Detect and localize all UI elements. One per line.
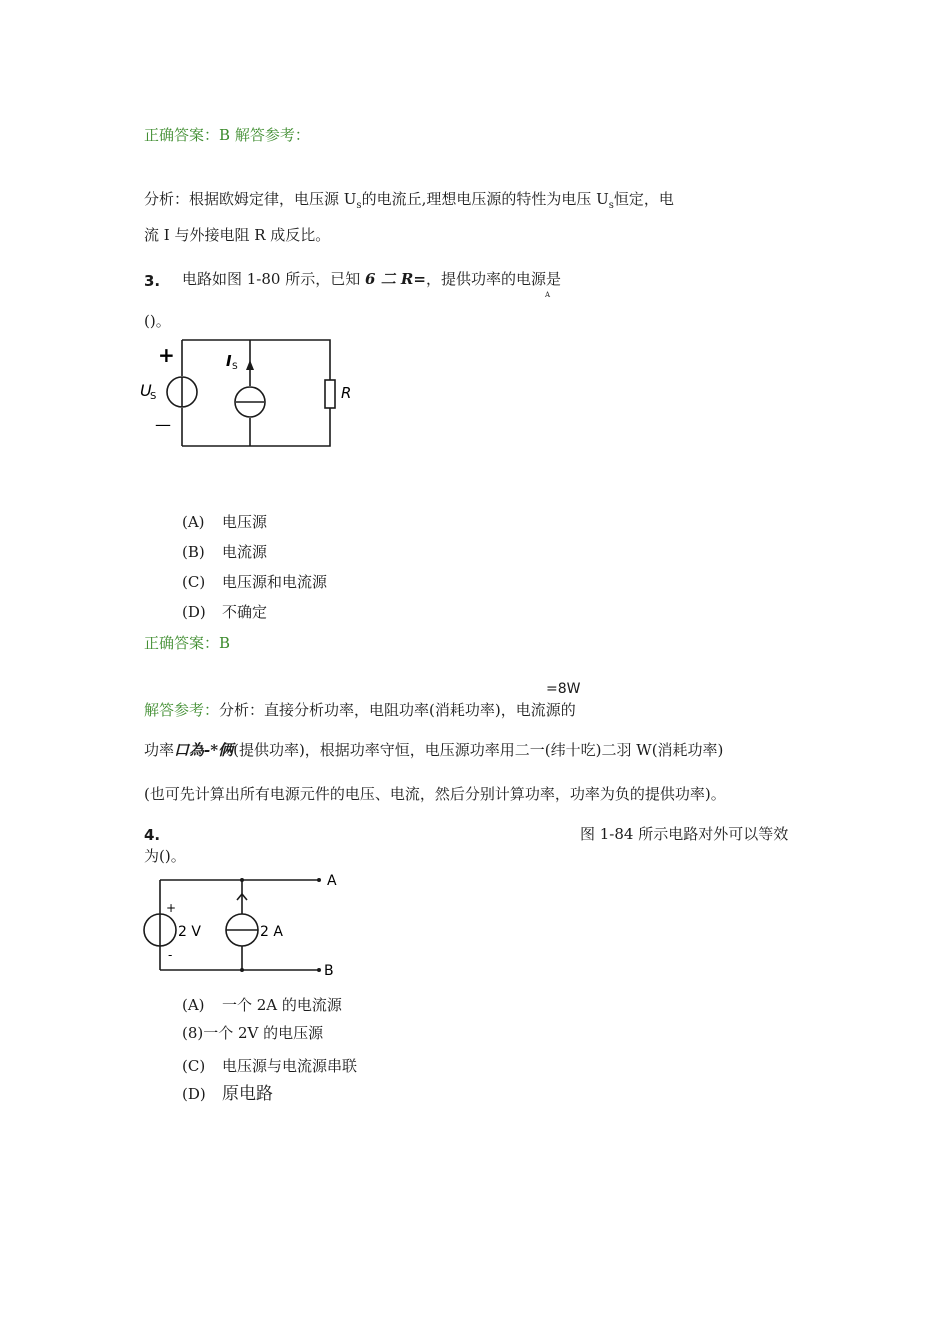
q4-option-a[interactable] [182,996,342,1014]
q3-current-arrow [246,360,254,370]
q3-answer-value: B [219,634,231,652]
q3-number: 3. [144,272,161,290]
q4-option-c[interactable] [182,1057,357,1075]
q3-option-b-text: 电流源 [222,543,268,561]
q2-answer-line [144,126,310,144]
q4-option-c-key: (C) [182,1057,206,1075]
q4-stem-right: 图 1-84 所示电路对外可以等效 [580,825,789,843]
q4-fig-b-label: B [324,963,334,979]
q3-answer-line [144,634,230,652]
q3-resistor [325,380,335,408]
q3-option-b-key: (B) [182,543,205,561]
q3-fig-us-label: U [140,381,152,400]
q4-fig-minus: - [168,948,173,962]
q4-option-a-text: 一个 2A 的电流源 [222,996,342,1014]
q3-option-d-text: 不确定 [222,603,268,621]
q3-ref-line2 [144,741,723,759]
q2-answer-label: 正确答案： [144,126,220,144]
q4-circuit-figure [138,870,350,980]
q4-number: 4. [144,826,161,844]
q2-ref-label: 解答参考： [234,126,310,144]
q3-option-c[interactable] [182,573,327,591]
q3-stem-line2: ()。 [144,312,171,330]
q4-option-d[interactable] [182,1084,273,1104]
q3-ref-text2-italic: 口為-*俩 [174,741,234,759]
q2-analysis-sub1: s [356,200,362,211]
q3-option-c-text: 电压源和电流源 [222,573,328,591]
q3-fig-is-label: I [226,352,232,370]
q2-analysis-text-a: 分析：根据欧姆定律，电压源 U [144,190,357,208]
q3-ref-label: 解答参考： [144,701,220,719]
q4-option-b[interactable] [182,1024,323,1042]
q3-option-c-key: (C) [182,573,206,591]
q3-stem-tiny-mark: A [545,291,551,299]
q3-fig-is-sub: S [232,362,238,372]
q4-terminal-a [317,878,321,882]
q3-ref-text2a: 功率 [144,741,175,759]
q3-option-a-text: 电压源 [222,513,268,531]
q3-stem-italic: 6 二 R= [365,270,426,288]
q3-fig-plus: + [158,343,175,367]
q4-node-top [240,878,244,882]
q4-terminal-b [317,968,321,972]
q2-analysis-line2: 流 I 与外接电阻 R 成反比。 [144,226,331,244]
q2-analysis-text-b: 的电流丘,理想电压源的特性为电压 U [361,190,609,208]
q3-stem-text-b: ，提供功率的电源是 [425,270,561,288]
q3-fig-r-label: R [341,384,352,402]
q3-ref-line1 [144,701,576,719]
q3-stem-text-a: 电路如图 1-80 所示，已知 [182,270,361,288]
q4-option-b-text: 一个 2V 的电压源 [203,1024,324,1042]
q3-option-a[interactable] [182,513,267,531]
q3-ref-line3: (也可先计算出所有电源元件的电压、电流，然后分别计算功率，功率为负的提供功率)。 [144,785,726,803]
q4-fig-plus: + [166,901,177,915]
q4-fig-a-label: A [327,873,337,889]
q4-stem-line2: 为()。 [144,847,186,865]
q4-option-a-key: (A) [182,996,205,1014]
q3-ref-text2b: (提供功率)，根据功率守恒，电压源功率用二一(纬十吃)二羽 W(消耗功率) [233,741,724,759]
q3-answer-label: 正确答案： [144,634,220,652]
q3-circuit-figure [138,336,358,452]
q3-option-d-key: (D) [182,603,206,621]
q2-analysis-text-c: 恒定，电 [613,190,674,208]
q3-power-note: =8W [546,681,581,697]
q3-wire-bottom [182,408,330,446]
q3-option-d[interactable] [182,603,267,621]
q4-node-bottom [240,968,244,972]
q3-fig-minus: — [155,415,171,434]
q4-option-b-key: (8) [182,1024,204,1042]
q4-option-d-key: (D) [182,1085,206,1103]
q2-analysis-line1 [144,190,674,212]
q4-fig-i-label: 2 A [260,924,283,940]
q3-wire-top [182,340,330,380]
q4-option-d-text: 原电路 [222,1084,273,1104]
q4-option-c-text: 电压源与电流源串联 [222,1057,358,1075]
q2-answer-value: B [219,126,231,144]
q3-option-a-key: (A) [182,513,205,531]
q2-analysis-sub2: s [608,200,614,211]
q3-fig-us-sub: S [150,391,157,402]
q4-fig-v-label: 2 V [178,924,201,940]
q3-option-b[interactable] [182,543,267,561]
q3-stem-line1 [182,270,561,288]
q3-ref-text1: 分析：直接分析功率，电阻功率(消耗功率)，电流源的 [219,701,576,719]
